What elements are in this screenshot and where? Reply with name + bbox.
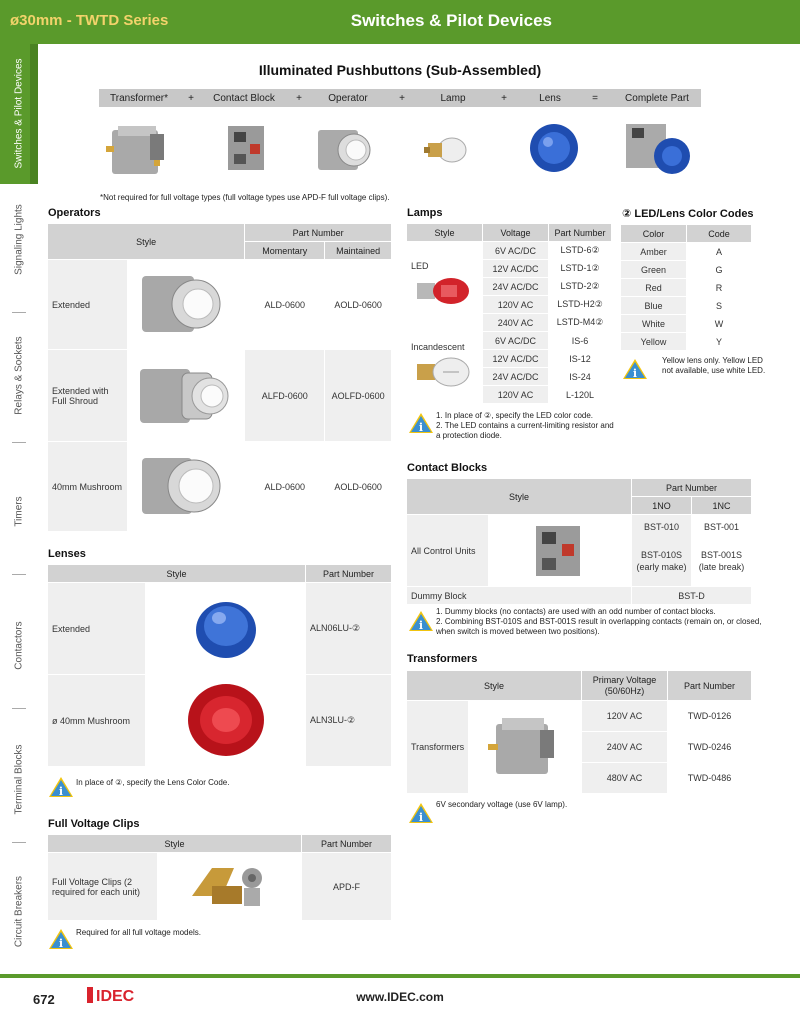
series-title: ø30mm - TWTD Series: [10, 12, 169, 29]
transformers-heading: Transformers: [407, 653, 478, 665]
lenses-heading: Lenses: [48, 548, 86, 560]
operators-heading: Operators: [48, 207, 101, 219]
lens-mushroom-image: [178, 678, 274, 762]
table-row: Extended ALD-0600 AOLD-0600: [48, 260, 392, 350]
lamps-table: Style Voltage Part Number LED 6V AC/DC LSTD-6② 12V AC/DC LSTD-1② 24V AC/DC LSTD-2② 120V AC LSTD-H2② 240V AC LSTD-M4② Incandescent 6V AC/DC IS-6 12V AC/DC IS-12 24V AC/DC IS-24 120V AC L-120L: [406, 223, 612, 404]
table-row: Extended with Full Shroud ALFD-0600 AOLFD-0600: [48, 350, 392, 442]
lens-extended-image: [181, 588, 271, 668]
page-title: Illuminated Pushbuttons (Sub-Assembled): [258, 62, 542, 78]
sidebar-item-signaling-lights[interactable]: Signaling Lights: [13, 204, 25, 275]
info-icon: [408, 610, 434, 632]
page-header: [0, 0, 800, 44]
led-label: LED: [411, 260, 429, 271]
footer-rule: [0, 974, 800, 978]
info-icon: [48, 776, 74, 798]
svg-text:IDEC: IDEC: [96, 988, 135, 1005]
contact-block-image: [222, 120, 272, 180]
contact-block-image: [520, 518, 600, 582]
lens-image: [526, 118, 582, 178]
sidebar-item-relays[interactable]: Relays & Sockets: [13, 336, 25, 415]
table-row: Yellow Y: [621, 333, 752, 351]
clips-note: Required for all full voltage models.: [76, 928, 201, 937]
table-row: Incandescent 6V AC/DC IS-6: [407, 332, 612, 350]
table-row: 40mm Mushroom ALD-0600 AOLD-0600: [48, 442, 392, 532]
clips-table: Style Part Number Full Voltage Clips (2 required for each unit) APD-F: [47, 834, 392, 921]
complete-part-image: [622, 118, 692, 180]
website-link[interactable]: www.IDEC.com: [356, 990, 444, 1004]
svg-text:i: i: [418, 619, 424, 632]
color-codes-table: Color Code Amber A Green G Red R Blue S White W Yellow Y: [620, 224, 752, 351]
svg-text:i: i: [632, 367, 638, 380]
lenses-note: In place of ②, specify the Lens Color Code.: [76, 778, 230, 787]
transformer-image: [104, 120, 174, 180]
table-row: Amber A: [621, 243, 752, 261]
table-row: Dummy Block BST-D: [407, 587, 752, 605]
table-row: Full Voltage Clips (2 required for each unit) APD-F: [48, 853, 392, 921]
color-codes-heading: ② LED/Lens Color Codes: [622, 208, 754, 220]
contact-blocks-table: Style Part Number 1NO 1NC All Control Units BST-010 BST-010S (early make) BST-001 BST-001S (late break) Dummy Block BST-D: [406, 478, 752, 605]
lamps-notes: 1. In place of ②, specify the LED color code. 2. The LED contains a current-limiting resistor and a protection diode.: [436, 411, 614, 440]
svg-text:i: i: [58, 785, 64, 798]
lamps-heading: Lamps: [407, 207, 443, 219]
svg-text:i: i: [58, 937, 64, 950]
formula-footnote: *Not required for full voltage types (full voltage types use APD-F full voltage clips).: [100, 193, 390, 202]
table-row: Extended ALN06LU-②: [48, 583, 392, 675]
svg-text:i: i: [418, 811, 424, 824]
info-icon: [48, 928, 74, 950]
lenses-table: Style Part Number Extended ALN06LU-② ø 40mm Mushroom ALN3LU-②: [47, 564, 392, 767]
table-row: All Control Units BST-010 BST-010S (early make) BST-001 BST-001S (late break): [407, 515, 752, 587]
operators-table: Style Part Number Momentary Maintained Extended ALD-0600 AOLD-0600 Extended with Full Shroud ALFD-0600 AOLFD-0600 40mm Mushroom ALD-0600 AOLD-0600: [47, 223, 392, 532]
transformers-note: 6V secondary voltage (use 6V lamp).: [436, 800, 568, 809]
table-row: 12V AC/DC LSTD-1②: [407, 260, 612, 278]
page-number: 672: [33, 992, 55, 1007]
table-row: 120V AC L-120L: [407, 386, 612, 404]
led-lamp-image: [411, 271, 477, 311]
sidebar-item-contactors[interactable]: Contactors: [13, 621, 25, 670]
transformer-image: [480, 706, 570, 786]
table-row: 12V AC/DC IS-12: [407, 350, 612, 368]
table-row: Transformers 120V AC TWD-0126: [407, 701, 752, 732]
clips-heading: Full Voltage Clips: [48, 818, 140, 830]
table-row: White W: [621, 315, 752, 333]
table-row: Blue S: [621, 297, 752, 315]
table-row: LED 6V AC/DC LSTD-6②: [407, 242, 612, 260]
sidebar-item-switches[interactable]: Switches & Pilot Devices: [13, 58, 25, 169]
incandescent-label: Incandescent: [411, 341, 465, 352]
svg-text:i: i: [418, 421, 424, 434]
color-codes-note: Yellow lens only. Yellow LED not available, use white LED.: [662, 356, 766, 375]
lamp-image: [424, 125, 474, 175]
incandescent-lamp-image: [411, 352, 477, 392]
table-row: ø 40mm Mushroom ALN3LU-②: [48, 675, 392, 767]
transformers-table: Style Primary Voltage (50/60Hz) Part Number Transformers 120V AC TWD-0126 240V AC TWD-0246 480V AC TWD-0486: [406, 670, 752, 794]
info-icon: [408, 412, 434, 434]
info-icon: [622, 358, 648, 380]
operator-shroud-image: [132, 355, 232, 435]
operator-image: [314, 120, 374, 180]
operator-mushroom-image: [132, 446, 232, 526]
contact-blocks-notes: 1. Dummy blocks (no contacts) are used with an odd number of contact blocks. 2. Combining BST-010S and BST-001S result in overlapping contacts (remain on, or closed, when switch is moved between two positions).: [436, 607, 762, 636]
table-row: 120V AC LSTD-H2②: [407, 296, 612, 314]
operator-extended-image: [132, 264, 232, 344]
table-row: 24V AC/DC IS-24: [407, 368, 612, 386]
info-icon: [408, 802, 434, 824]
table-row: Red R: [621, 279, 752, 297]
sidebar-item-circuit-breakers[interactable]: Circuit Breakers: [13, 875, 25, 948]
table-row: Green G: [621, 261, 752, 279]
table-row: 480V AC TWD-0486: [407, 763, 752, 794]
sidebar-item-terminal-blocks[interactable]: Terminal Blocks: [13, 744, 25, 815]
table-row: 24V AC/DC LSTD-2②: [407, 278, 612, 296]
table-row: 240V AC LSTD-M4②: [407, 314, 612, 332]
table-row: 240V AC TWD-0246: [407, 732, 752, 763]
contact-blocks-heading: Contact Blocks: [407, 462, 488, 474]
section-title: Switches & Pilot Devices: [350, 11, 552, 30]
assembly-formula: Transformer* + Contact Block + Operator + Lamp + Lens = Complete Part: [99, 89, 701, 107]
sidebar-item-timers[interactable]: Timers: [13, 496, 25, 527]
category-sidebar: [0, 44, 38, 974]
full-voltage-clip-image: [182, 856, 278, 916]
